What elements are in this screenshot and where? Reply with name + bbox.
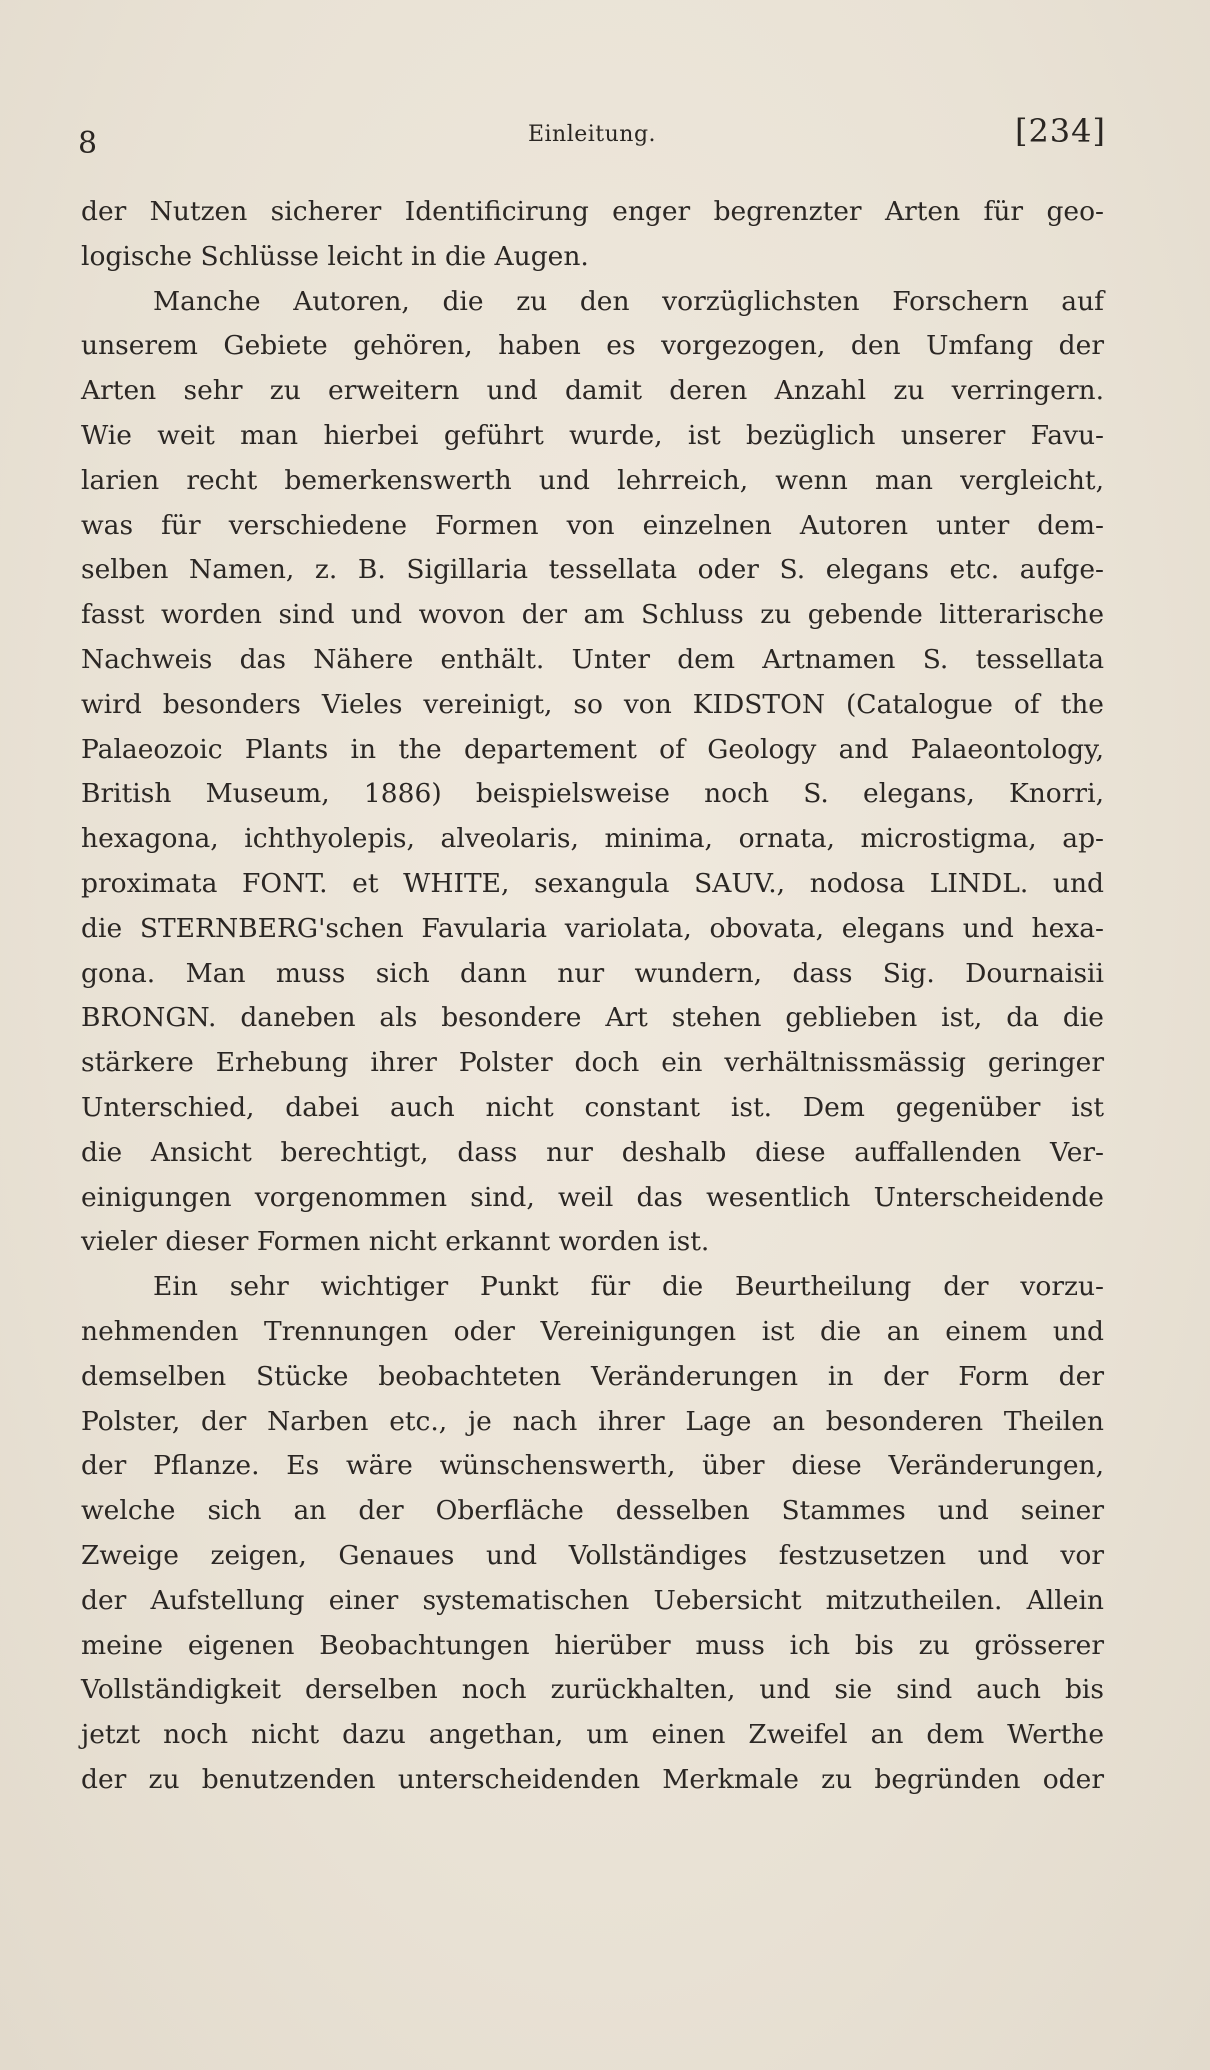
text-line: Nachweis das Nähere enthält. Unter dem Artnamen S. tessellata (81, 643, 1104, 675)
text-line: Polster, der Narben etc., je nach ihrer Lage an besonderen Theilen (81, 1405, 1104, 1437)
running-header (78, 112, 1106, 162)
text-line: fasst worden sind und wovon der am Schluss zu gebende litterarische (81, 599, 1104, 631)
paragraph-start-line: Manche Autoren, die zu den vorzüglichsten Forschern auf (153, 285, 1104, 317)
text-line: meine eigenen Beobachtungen hierüber muss ich bis zu grösserer (81, 1629, 1104, 1661)
page-number: 8 (78, 126, 98, 161)
text-line: gona. Man muss sich dann nur wundern, dass Sig. Dournaisii (81, 957, 1104, 989)
text-line: BRONGN. daneben als besondere Art stehen geblieben ist, da die (81, 1002, 1104, 1034)
text-line: vieler dieser Formen nicht erkannt worden ist. (81, 1226, 710, 1258)
text-line: Unterschied, dabei auch nicht constant ist. Dem gegenüber ist (81, 1091, 1104, 1123)
text-line: larien recht bemerkenswerth und lehrreich, wenn man vergleicht, (81, 464, 1104, 496)
text-line: wird besonders Vieles vereinigt, so von KIDSTON (Catalogue of the (81, 688, 1104, 720)
text-line: welche sich an der Oberfläche desselben Stammes und seiner (81, 1495, 1104, 1527)
text-line: die Ansicht berechtigt, dass nur deshalb diese auffallenden Ver- (81, 1136, 1104, 1168)
paragraph-start-line: Ein sehr wichtiger Punkt für die Beurtheilung der vorzu- (153, 1271, 1104, 1303)
text-line: hexagona, ichthyolepis, alveolaris, minima, ornata, microstigma, ap- (81, 823, 1104, 855)
text-line: einigungen vorgenommen sind, weil das wesentlich Unterscheidende (81, 1181, 1104, 1213)
text-line: Palaeozoic Plants in the departement of Geology and Palaeontology, (81, 733, 1104, 765)
text-line: Zweige zeigen, Genaues und Vollständiges festzusetzen und vor (81, 1539, 1104, 1571)
body-text (81, 190, 1104, 1803)
text-line: unserem Gebiete gehören, haben es vorgezogen, den Umfang der (81, 330, 1104, 362)
text-line: selben Namen, z. B. Sigillaria tessellata oder S. elegans etc. aufge- (81, 554, 1104, 586)
text-line: logische Schlüsse leicht in die Augen. (81, 240, 589, 272)
bracketed-page-number: [234] (1014, 112, 1106, 150)
text-line: der Aufstellung einer systematischen Uebersicht mitzutheilen. Allein (81, 1584, 1104, 1616)
section-title: Einleitung. (527, 122, 657, 147)
text-line: was für verschiedene Formen von einzelnen Autoren unter dem- (81, 509, 1104, 541)
text-line: Arten sehr zu erweitern und damit deren Anzahl zu verringern. (81, 375, 1104, 407)
text-line: der Nutzen sicherer Identificirung enger begrenzter Arten für geo- (81, 196, 1104, 227)
text-line: jetzt noch nicht dazu angethan, um einen Zweifel an dem Werthe (81, 1719, 1104, 1751)
text-line: demselben Stücke beobachteten Veränderungen in der Form der (81, 1360, 1104, 1392)
text-line: stärkere Erhebung ihrer Polster doch ein verhältnissmässig geringer (81, 1047, 1104, 1079)
text-line: der zu benutzenden unterscheidenden Merkmale zu begründen oder (81, 1763, 1104, 1795)
text-line: nehmenden Trennungen oder Vereinigungen ist die an einem und (81, 1315, 1104, 1347)
text-line: die STERNBERG'schen Favularia variolata, obovata, elegans und hexa- (81, 912, 1104, 944)
text-line: der Pflanze. Es wäre wünschenswerth, über diese Veränderungen, (81, 1450, 1104, 1482)
text-line: Vollständigkeit derselben noch zurückhalten, und sie sind auch bis (81, 1674, 1104, 1706)
text-line: British Museum, 1886) beispielsweise noch S. elegans, Knorri, (81, 778, 1104, 810)
text-line: proximata FONT. et WHITE, sexangula SAUV., nodosa LINDL. und (81, 867, 1104, 899)
text-line: Wie weit man hierbei geführt wurde, ist bezüglich unserer Favu- (81, 419, 1104, 451)
